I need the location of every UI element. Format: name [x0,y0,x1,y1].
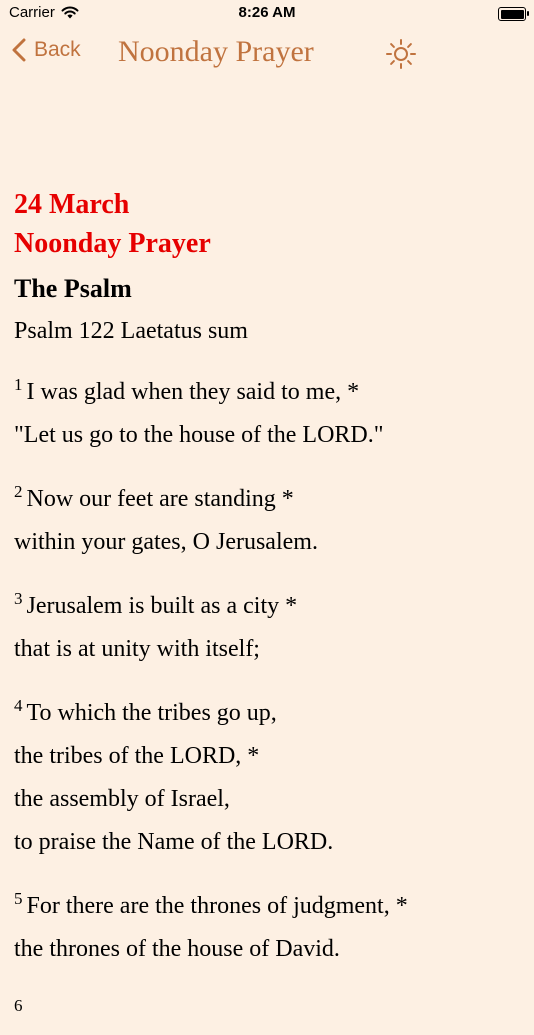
sun-icon [385,38,417,70]
office-heading: Noonday Prayer [14,228,211,259]
verse-line [14,363,524,414]
verse-line: "Let us go to the house of the LORD." [14,422,384,448]
verse-number: 2 [14,482,23,501]
verse-line [14,684,524,735]
verse-line [14,984,524,1035]
back-button[interactable] [12,38,81,62]
chevron-left-icon [12,38,26,62]
psalm-verse [14,470,524,564]
date-heading: 24 March [14,189,130,220]
status-time: 8:26 AM [238,4,296,21]
verse-line: the assembly of Israel, [14,786,230,812]
verse-text: To which the tribes go up, [26,700,277,726]
status-bar [0,0,534,28]
verse-line [14,577,524,628]
psalm-verse [14,877,524,971]
verse-line: to praise the Name of the LORD. [14,829,334,855]
section-heading: The Psalm [14,274,132,303]
psalm-title: Psalm 122 Laetatus sum [14,318,248,344]
verse-line: that is at unity with itself; [14,636,260,662]
verse-line: the thrones of the house of David. [14,936,340,962]
psalm-verse [14,684,524,864]
psalm-verse [14,577,524,671]
back-label: Back [34,38,81,61]
verse-line [14,470,524,521]
verse-text: For there are the thrones of judgment, * [26,893,408,919]
page-title: Noonday Prayer [118,35,314,68]
verse-number: 3 [14,589,23,608]
reading-content [14,185,524,1035]
verse-text: I was glad when they said to me, * [26,379,360,405]
battery-icon [498,7,526,21]
verse-line: the tribes of the LORD, * [14,743,260,769]
verse-text: Now our feet are standing * [26,486,294,512]
navigation-bar [0,28,534,80]
verse-number: 4 [14,696,23,715]
psalm-verse [14,363,524,457]
verse-text: Jerusalem is built as a city * [26,593,298,619]
verse-line: within your gates, O Jerusalem. [14,529,318,555]
verse-number: 1 [14,375,23,394]
brightness-button[interactable] [385,38,417,70]
carrier-label: Carrier [9,4,55,21]
verse-number: 6 [14,996,23,1015]
verse-line [14,877,524,928]
psalm-verse [14,984,524,1035]
verse-number: 5 [14,889,23,908]
